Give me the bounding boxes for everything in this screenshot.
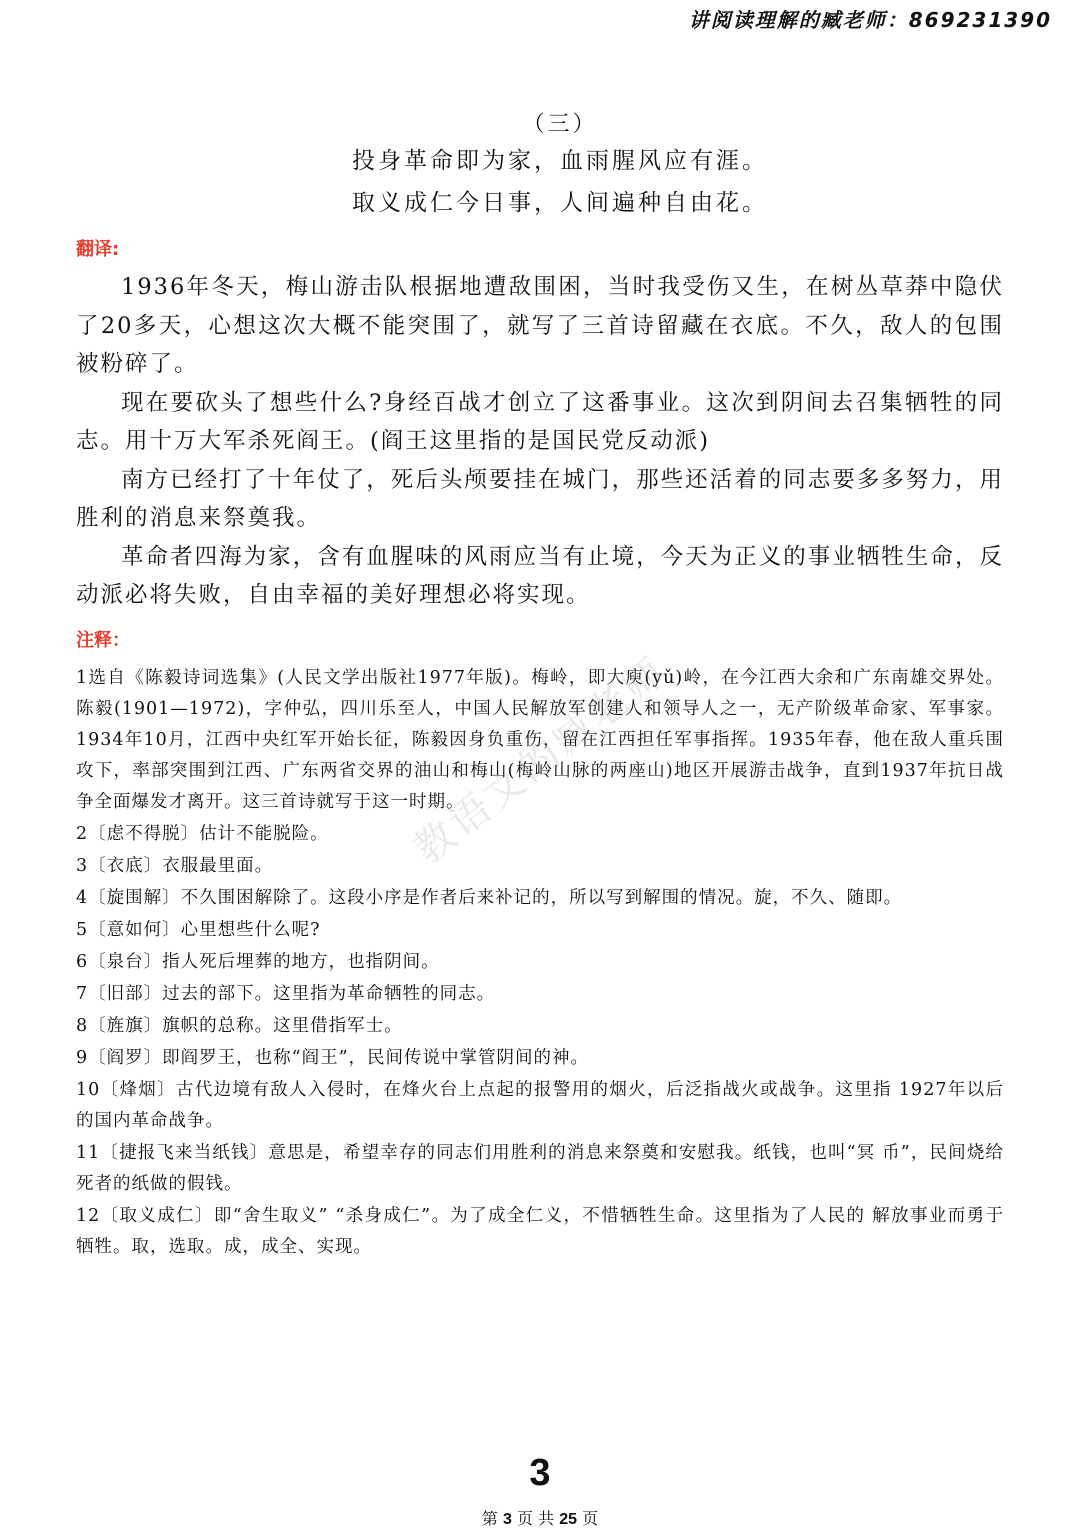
poem-line: 取义成仁今日事，人间遍种自由花。: [352, 190, 768, 216]
translation-title: 翻译:: [76, 239, 120, 260]
poem-line: 投身革命即为家，血雨腥风应有涯。: [352, 148, 768, 174]
footer-prefix: 第: [481, 1509, 498, 1528]
translation-paragraph: 南方已经打了十年仗了，死后头颅要挂在城门，那些还活着的同志要多多努力，用胜利的消息来祭奠我。: [76, 466, 1004, 531]
notes-title: 注释：: [76, 629, 130, 651]
note-item: 3〔衣底〕衣服最里面。: [76, 855, 274, 876]
note-item: 11〔捷报飞来当纸钱〕意思是，希望幸存的同志们用胜利的消息来祭奠和安慰我。纸钱，也叫“冥 币”，民间烧给死者的纸做的假钱。: [76, 1142, 1004, 1194]
note-item: 6〔泉台〕指人死后埋葬的地方，也指阴间。: [76, 951, 440, 972]
footer-current-page: 3: [503, 1511, 512, 1528]
note-item: 5〔意如何〕心里想些什么呢?: [76, 919, 321, 940]
translation-paragraph: 1936年冬天，梅山游击队根据地遭敌围困，当时我受伤又生，在树丛草莽中隐伏了20多天，心想这次大概不能突围了，就写了三首诗留藏在衣底。不久，敌人的包围被粉碎了。: [76, 274, 1004, 377]
note-item: 8〔旌旗〕旗帜的总称。这里借指军士。: [76, 1015, 403, 1036]
translation-paragraph: 革命者四海为家，含有血腥味的风雨应当有止境，今天为正义的事业牺牲生命，反动派必将失败，自由幸福的美好理想必将实现。: [76, 543, 1004, 608]
note-item: 12〔取义成仁〕即“舍生取义” “杀身成仁”。为了成全仁义，不惜牺牲生命。这里指为了人民的 解放事业而勇于牺牲。取，选取。成，成全、实现。: [76, 1205, 1004, 1257]
note-item: 1选自《陈毅诗词选集》(人民文学出版社1977年版)。梅岭，即大庾(yǔ)岭，在今江西大余和广东南雄交界处。陈毅(1901—1972)，字仲弘，四川乐至人，中国人民解放军创建人和领导人之一，无产阶级革命家、军事家。1934年10月，江西中央红军开始长征，陈毅因身负重伤，留在江西担任军事指挥。1935年春，他在敌人重兵围攻下，率部突围到江西、广东两省交界的油山和梅山(梅岭山脉的两座山)地区开展游击战争，直到1937年抗日战争全面爆发才离开。这三首诗就写于这一时期。: [76, 667, 1004, 812]
page-number: 3: [529, 1452, 551, 1494]
footer-middle: 页 共: [517, 1509, 555, 1528]
page-content: [76, 110, 1004, 1263]
translation-paragraph: 现在要砍头了想些什么?身经百战才创立了这番事业。这次到阴间去召集牺牲的同志。用十万大军杀死阎王。(阎王这里指的是国民党反动派): [76, 389, 1004, 454]
note-item: 2〔虑不得脱〕估计不能脱险。: [76, 823, 329, 844]
footer-total-pages: 25: [559, 1511, 577, 1528]
poem-number: （三）: [522, 112, 598, 137]
notes-list: [76, 663, 1004, 1263]
page-footer: [0, 1506, 1080, 1529]
header-contact: 讲阅读理解的臧老师：869231390: [688, 8, 1052, 32]
note-item: 4〔旋围解〕不久围困解除了。这段小序是作者后来补记的，所以写到解围的情况。旋，不久、随即。: [76, 887, 903, 908]
note-item: 9〔阎罗〕即阎罗王，也称“阎王”，民间传说中掌管阴间的神。: [76, 1047, 590, 1068]
note-item: 10〔烽烟〕古代边境有敌人入侵时，在烽火台上点起的报警用的烟火，后泛指战火或战争。这里指 1927年以后的国内革命战争。: [76, 1079, 1004, 1131]
watermark: 教语文的臧老师: [405, 647, 677, 874]
footer-suffix: 页: [582, 1509, 599, 1528]
note-item: 7〔旧部〕过去的部下。这里指为革命牺牲的同志。: [76, 983, 496, 1004]
